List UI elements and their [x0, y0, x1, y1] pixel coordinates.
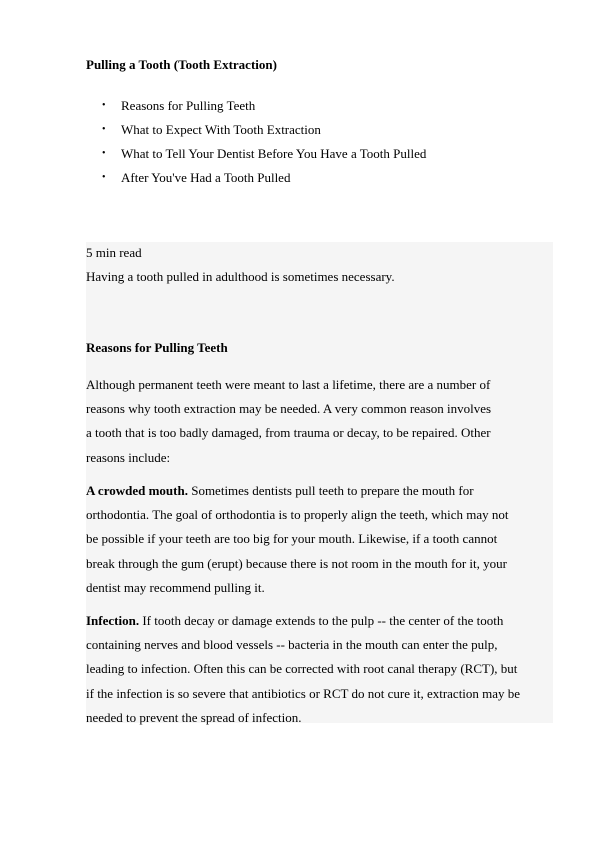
paragraph-text: If tooth decay or damage extends to the pulp -- the center of the tooth: [139, 613, 504, 628]
toc-item-what-to-tell[interactable]: [86, 142, 426, 166]
paragraph-line: be possible if your teeth are too big for your mouth. Likewise, if a tooth cannot: [86, 531, 498, 547]
paragraph-reasons-intro: [86, 373, 553, 470]
bullet-icon: •: [102, 124, 106, 135]
paragraph-line: reasons why tooth extraction may be needed. A very common reason involves: [86, 401, 492, 417]
paragraph-lead: Infection.: [86, 613, 140, 628]
read-time: 5 min read: [86, 245, 142, 260]
paragraph-line: containing nerves and blood vessels -- bacteria in the mouth can enter the pulp,: [86, 637, 498, 653]
bullet-icon: •: [102, 148, 106, 159]
bullet-icon: •: [102, 100, 106, 111]
paragraph-line: break through the gum (erupt) because there is not room in the mouth for it, your: [86, 555, 507, 571]
paragraph-line: [86, 609, 553, 633]
toc-item-label[interactable]: Reasons for Pulling Teeth: [121, 98, 256, 113]
toc-item-after[interactable]: [86, 166, 426, 190]
intro-text: Having a tooth pulled in adulthood is sometimes necessary.: [86, 269, 395, 284]
article-body: [86, 242, 553, 723]
paragraph-line: leading to infection. Often this can be corrected with root canal therapy (RCT), but: [86, 661, 518, 677]
toc-item-label[interactable]: After You've Had a Tooth Pulled: [121, 170, 291, 185]
paragraph-lead: A crowded mouth.: [86, 483, 188, 498]
paragraph-crowded-mouth: [86, 479, 553, 600]
table-of-contents: [86, 94, 426, 190]
toc-item-label[interactable]: What to Expect With Tooth Extraction: [121, 122, 321, 137]
toc-item-label[interactable]: What to Tell Your Dentist Before You Have a Tooth Pulled: [121, 146, 427, 161]
paragraph-line: Although permanent teeth were meant to last a lifetime, there are a number of: [86, 377, 491, 392]
paragraph-line: orthodontia. The goal of orthodontia is to properly align the teeth, which may not: [86, 507, 509, 523]
paragraph-line: needed to prevent the spread of infection.: [86, 709, 302, 725]
page-title: Pulling a Tooth (Tooth Extraction): [86, 57, 277, 72]
paragraph-line: [86, 479, 553, 503]
paragraph-infection: [86, 609, 553, 730]
toc-item-what-to-expect[interactable]: [86, 118, 426, 142]
toc-item-reasons[interactable]: [86, 94, 426, 118]
paragraph-line: if the infection is so severe that antibiotics or RCT do not cure it, extraction may be: [86, 685, 521, 701]
paragraph-text: Sometimes dentists pull teeth to prepare the mouth for: [187, 483, 474, 498]
bullet-icon: •: [102, 172, 106, 183]
paragraph-line: a tooth that is too badly damaged, from trauma or decay, to be repaired. Other: [86, 425, 491, 441]
paragraph-line: dentist may recommend pulling it.: [86, 579, 265, 595]
section-heading: Reasons for Pulling Teeth: [86, 340, 228, 355]
paragraph-line: reasons include:: [86, 449, 171, 465]
